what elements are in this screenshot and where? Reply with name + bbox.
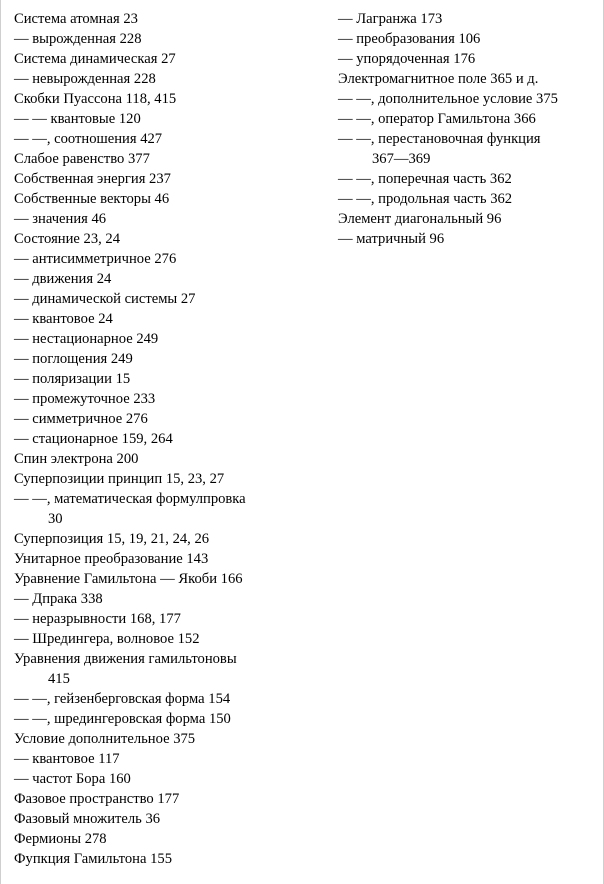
index-entry: — —, математическая формулпровка — [14, 491, 246, 507]
index-entry: Уравнение Гамильтона — Якоби 166 — [14, 571, 243, 587]
index-entry: Собственные векторы 46 — [14, 191, 170, 207]
index-entry: — преобразования 106 — [338, 31, 481, 47]
index-entry: — Дпрака 338 — [14, 591, 103, 607]
index-entry: Фупкция Гамильтона 155 — [14, 851, 172, 867]
index-entry: — —, продольная часть 362 — [338, 191, 513, 207]
index-entry: — Лагранжа 173 — [338, 11, 443, 27]
index-column-left — [14, 9, 246, 869]
index-entry: Суперпозиции принцип 15, 23, 27 — [14, 471, 225, 487]
index-entry: Спин электрона 200 — [14, 451, 139, 467]
index-entry: — неразрывности 168, 177 — [14, 611, 181, 627]
index-entry: — вырожденная 228 — [14, 31, 142, 47]
index-entry: — —, оператор Гамильтона 366 — [338, 111, 536, 127]
index-entry: Система атомная 23 — [14, 11, 138, 27]
index-entry: — динамической системы 27 — [14, 291, 196, 307]
index-entry: — движения 24 — [14, 271, 112, 287]
index-entry: Состояние 23, 24 — [14, 231, 121, 247]
index-entry: — частот Бора 160 — [14, 771, 131, 787]
index-entry: 367—369 — [372, 151, 431, 167]
index-entry: Элемент диагональный 96 — [338, 211, 502, 227]
index-entry: — поглощения 249 — [14, 351, 133, 367]
index-entry: — — квантовые 120 — [14, 111, 141, 127]
index-entry: — квантовое 24 — [14, 311, 113, 327]
index-entry: Фермионы 278 — [14, 831, 107, 847]
index-entry: — стационарное 159, 264 — [14, 431, 173, 447]
index-entry: Электромагнитное поле 365 и д. — [338, 71, 539, 87]
index-entry: — значения 46 — [14, 211, 107, 227]
index-entry: — —, шредингеровская форма 150 — [14, 711, 231, 727]
index-entry: — Шредингера, волновое 152 — [14, 631, 200, 647]
index-entry: — —, гейзенберговская форма 154 — [14, 691, 231, 707]
index-entry: — —, соотношения 427 — [14, 131, 163, 147]
index-entry: Система динамическая 27 — [14, 51, 176, 67]
index-entry: — —, поперечная часть 362 — [338, 171, 512, 187]
index-entry: — —, дополнительное условие 375 — [338, 91, 558, 107]
index-entry: Слабое равенство 377 — [14, 151, 150, 167]
index-entry: 415 — [48, 671, 70, 687]
index-entry: Уравнения движения гамильтоновы — [14, 651, 237, 667]
index-entry: Унитарное преобразование 143 — [14, 551, 209, 567]
index-entry: — квантовое 117 — [14, 751, 120, 767]
index-entry: — —, перестановочная функция — [338, 131, 541, 147]
index-entry: Скобки Пуассона 118, 415 — [14, 91, 177, 107]
index-entry: — поляризации 15 — [14, 371, 131, 387]
index-entry: — матричный 96 — [338, 231, 445, 247]
index-entry: — упорядоченная 176 — [338, 51, 476, 67]
index-entry: Фазовый множитель 36 — [14, 811, 161, 827]
index-column-right — [338, 9, 558, 249]
index-entry: — симметричное 276 — [14, 411, 148, 427]
index-entry: Условие дополнительное 375 — [14, 731, 196, 747]
index-entry: Собственная энергия 237 — [14, 171, 171, 187]
index-entry: Суперпозиция 15, 19, 21, 24, 26 — [14, 531, 210, 547]
index-entry: 30 — [48, 511, 63, 527]
index-entry: Фазовое пространство 177 — [14, 791, 180, 807]
index-entry: — антисимметричное 276 — [14, 251, 177, 267]
index-entry: — невырожденная 228 — [14, 71, 156, 87]
index-entry: — промежуточное 233 — [14, 391, 156, 407]
index-entry: — нестационарное 249 — [14, 331, 159, 347]
